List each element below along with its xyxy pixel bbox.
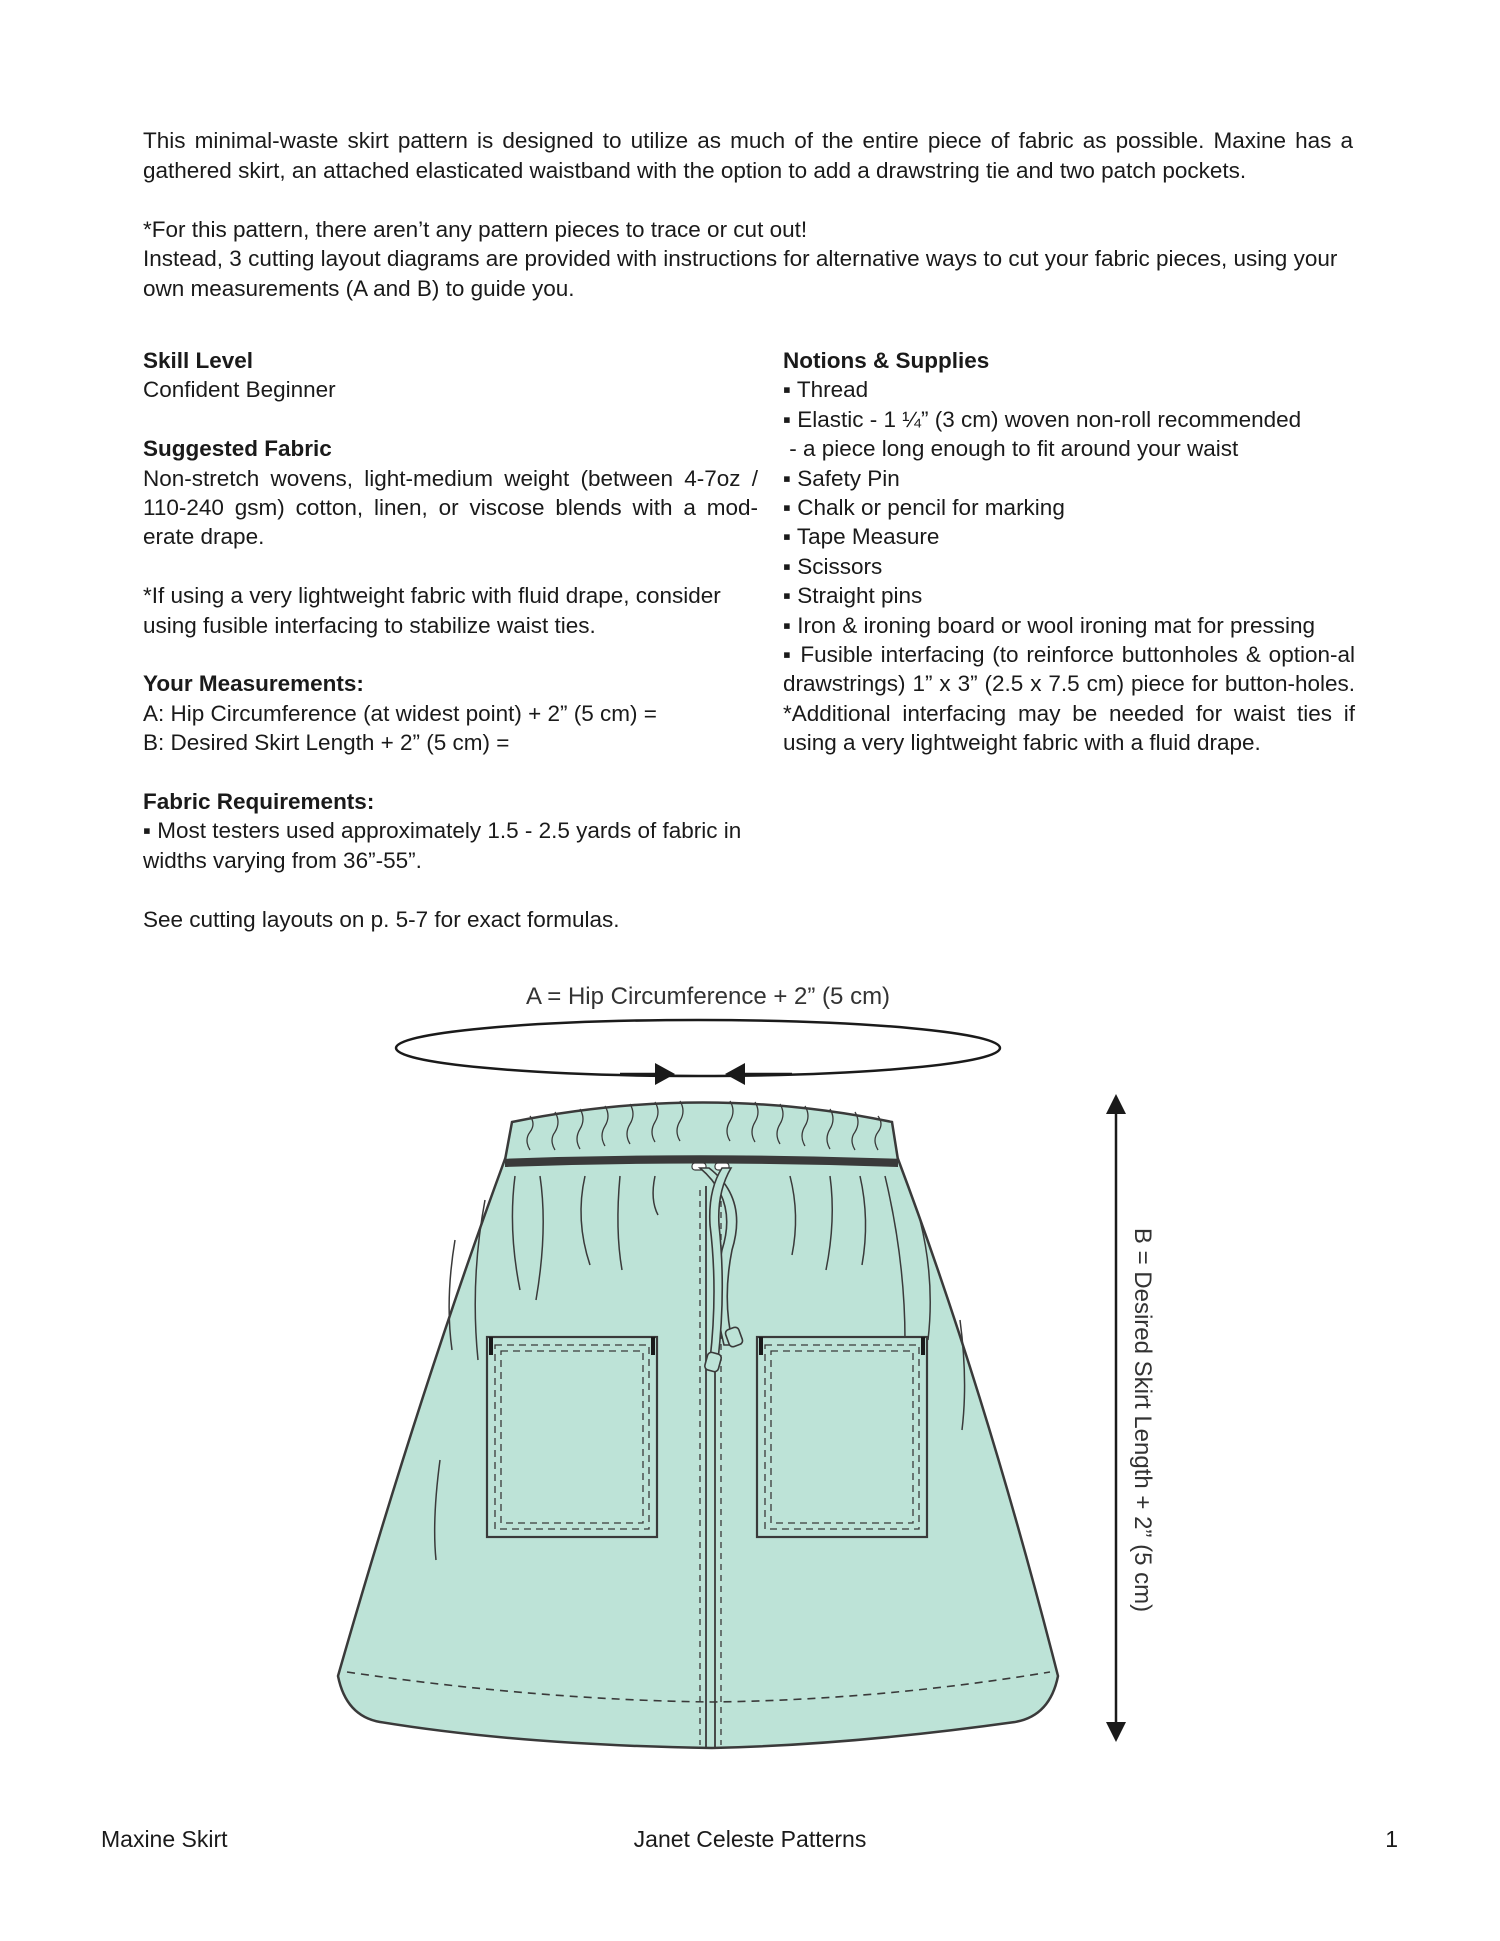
notion-item: ▪ Thread xyxy=(783,377,869,403)
measurement-b: B: Desired Skirt Length + 2” (5 cm) = xyxy=(143,730,510,756)
pocket-right xyxy=(757,1337,927,1537)
fabric-requirements-text: ▪ Most testers used approximately 1.5 - 2.5 yards of fabric in widths varying from 36”-55”. xyxy=(143,818,742,873)
notion-item: ▪ Chalk or pencil for marking xyxy=(783,495,1065,521)
measurements-heading: Your Measurements: xyxy=(143,671,364,697)
notion-item: - a piece long enough to fit around your waist xyxy=(783,436,1239,462)
fabric-note: *If using a very lightweight fabric with fluid drape, consider using fusible interfacing to stabilize waist ties. xyxy=(143,583,721,638)
intro-paragraph: This minimal-waste skirt pattern is designed to utilize as much of the entire piece of fabric as possible. Maxine has a gathered skirt, an attached elasticated waistband with the option to add a drawstring tie and two patch pockets. xyxy=(143,128,1353,183)
notion-item: ▪ Safety Pin xyxy=(783,465,900,491)
skirt-body xyxy=(338,1155,1058,1748)
notion-item: ▪ Straight pins xyxy=(783,583,923,609)
notion-item: ▪ Elastic - 1 ¼” (3 cm) woven non-roll recommended xyxy=(783,406,1302,432)
skill-level-value: Confident Beginner xyxy=(143,377,336,403)
skill-level-heading: Skill Level xyxy=(143,348,254,373)
notion-item: ▪ Iron & ironing board or wool ironing mat for pressing xyxy=(783,612,1315,638)
waistband xyxy=(505,1103,898,1161)
arrow-right-pointing-icon xyxy=(655,1063,675,1085)
intro-note-line-2: Instead, 3 cutting layout diagrams are provided with instructions for alternative ways to cut your fabric pieces, using your own measurements (A and B) to guide you. xyxy=(143,246,1338,301)
notion-item: ▪ Scissors xyxy=(783,553,883,579)
fabric-requirements-heading: Fabric Requirements: xyxy=(143,789,375,815)
skirt-diagram xyxy=(0,960,1500,1760)
hip-circumference-ellipse xyxy=(396,1020,1000,1076)
arrow-up-icon xyxy=(1106,1094,1126,1114)
suggested-fabric-text: Non-stretch wovens, light-medium weight (between 4-7oz / 110-240 gsm) cotton, linen, or viscose blends with a mod-erate drape. xyxy=(143,465,758,550)
intro-note-line-1: *For this pattern, there aren’t any pattern pieces to trace or cut out! xyxy=(143,216,808,242)
notions-heading: Notions & Supplies xyxy=(783,348,990,373)
notions-list xyxy=(783,375,1355,757)
footer-title: Maxine Skirt xyxy=(101,1826,228,1852)
notion-item: ▪ Tape Measure xyxy=(783,524,940,550)
right-column xyxy=(783,346,1355,758)
left-column xyxy=(143,346,758,934)
arrow-left-pointing-icon xyxy=(725,1063,745,1085)
see-cutting-layouts: See cutting layouts on p. 5-7 for exact formulas. xyxy=(143,906,620,932)
intro xyxy=(143,126,1353,303)
arrow-down-icon xyxy=(1106,1722,1126,1742)
footer-publisher: Janet Celeste Patterns xyxy=(633,1826,867,1852)
page-number: 1 xyxy=(1385,1826,1398,1852)
label-a: A = Hip Circumference + 2” (5 cm) xyxy=(525,983,891,1010)
measurement-a: A: Hip Circumference (at widest point) + 2” (5 cm) = xyxy=(143,700,657,726)
label-b: B = Desired Skirt Length + 2” (5 cm) xyxy=(1129,1227,1156,1613)
suggested-fabric-heading: Suggested Fabric xyxy=(143,436,332,462)
pocket-left xyxy=(487,1337,657,1537)
notion-item: ▪ Fusible interfacing (to reinforce buttonholes & option-al drawstrings) 1” x 3” (2.5 x 7.5 cm) piece for button-holes. *Additional interfacing may be needed for waist ties if using a very lightweight fabric with a fluid drape. xyxy=(783,642,1355,756)
